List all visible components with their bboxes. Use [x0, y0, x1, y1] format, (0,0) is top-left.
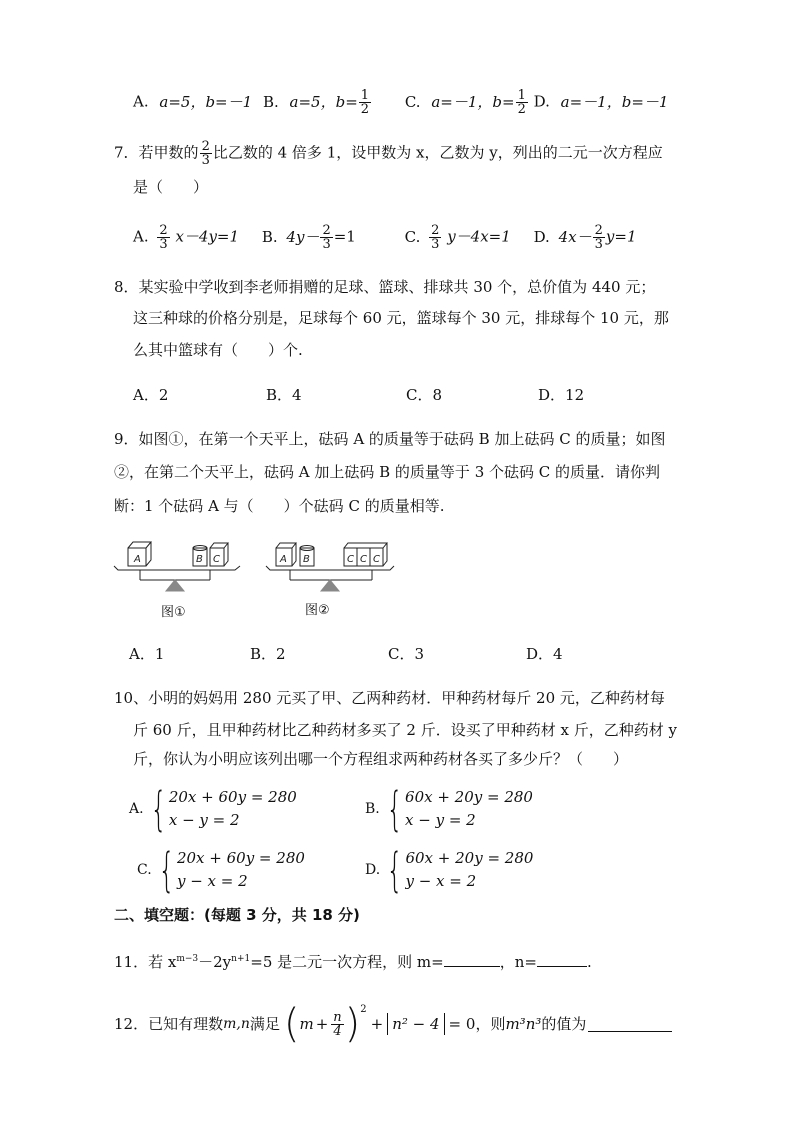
balance-2 [266, 543, 394, 591]
label-c-2b: C [360, 554, 367, 565]
q6-options [133, 89, 668, 116]
label-a-1: A [134, 554, 141, 565]
q12-square-term: ( m + $\frac{n}{4}$ ) $^2$ [283, 1001, 367, 1047]
q10-c-eq1: 20x + 60y = 280 [176, 849, 305, 867]
q6-option-d-label: D. [533, 92, 550, 111]
balance-1 [114, 542, 240, 591]
q7-stem-line1 [114, 140, 663, 167]
q7-stem-pre: 若甲数的 [138, 143, 199, 162]
q10-option-a [129, 782, 297, 837]
q11-exp1: m−3 [176, 954, 199, 964]
q10-stem-line2: 斤 60 斤，且甲种药材比乙种药材多买了 2 斤．设买了甲种药材 x 斤，乙种药材 y [133, 721, 677, 739]
q7-option-a-text: x－4y=1 [175, 227, 240, 246]
q10-a-eq1: 20x + 60y = 280 [168, 788, 297, 806]
label-c-2c: C [373, 554, 380, 565]
q7-stem-post: 比乙数的 4 倍多 1，设甲数为 x，乙数为 y，列出的二元一次方程应 [212, 143, 663, 162]
q11-pre: 11．若 x [114, 953, 177, 971]
q12-mid: 满足 [249, 1015, 280, 1033]
q9-stem-line1: 9．如图①，在第一个天平上，砝码 A 的质量等于砝码 B 加上砝码 C 的质量；如图 [114, 430, 666, 448]
q12-answer-blank[interactable] [588, 1017, 672, 1032]
q11-post: =5 是二元一次方程，则 m= [250, 953, 444, 971]
q7-option-b-post: =1 [333, 227, 356, 246]
q10-stem-line3: 斤，你认为小明应该列出哪一个方程组求两种药材各买了多少斤？（ ） [133, 750, 629, 768]
q12-fraction: $\frac{n}{4}$ [333, 1009, 342, 1039]
q10-option-d [365, 843, 534, 898]
q12-expr: m³n³ [505, 1015, 542, 1033]
q10-option-c-label: C. [137, 861, 152, 878]
brace-icon: { [150, 782, 167, 837]
q6-option-c-fraction: $\frac{1}{2}$ [517, 88, 526, 117]
q10-a-eq2: x − y = 2 [168, 811, 240, 830]
label-c-1: C [213, 554, 220, 565]
q7-option-d-post: y=1 [605, 227, 637, 246]
q12-pre: 12．已知有理数 [114, 1015, 224, 1033]
q11-blank-m[interactable] [444, 952, 500, 967]
q6-option-c-text: a=－1，b= [431, 92, 515, 111]
q7-stem-line2: 是（ ） [133, 178, 209, 196]
q7-option-d-pre: 4x－ [558, 227, 592, 246]
q7-option-b-fraction: $\frac{2}{3}$ [322, 223, 331, 252]
q10-d-eq1: 60x + 20y = 280 [405, 849, 534, 867]
q12-m: m [299, 1015, 314, 1033]
q8-option-c: C．8 [406, 386, 443, 404]
q10-b-eq2: x − y = 2 [405, 811, 476, 830]
label-b-1: B [196, 554, 203, 565]
q12-vars: m,n [223, 1015, 250, 1032]
q6-option-b-label: B. [262, 92, 279, 111]
q12-post: ，则 [475, 1015, 506, 1033]
q7-options [133, 224, 637, 251]
q7-option-c-fraction: $\frac{2}{3}$ [431, 223, 440, 252]
section-title-fill-in: 二、填空题：(每题 3 分，共 18 分) [114, 906, 360, 924]
q8-option-a: A．2 [133, 386, 169, 404]
q9-option-c: C．3 [388, 645, 425, 663]
q10-b-eq1: 60x + 20y = 280 [405, 788, 533, 806]
q6-option-a-label: A. [133, 92, 149, 111]
q12-abs-term: n² − 4 [387, 1013, 444, 1035]
q9-figure-2-caption: 图② [305, 603, 330, 618]
q11-mid: －2y [198, 953, 232, 971]
q8-stem-line2: 这三种球的价格分别是，足球每个 60 元，篮球每个 30 元，排球每个 10 元，那 [133, 309, 669, 327]
q12-square-exp: 2 [360, 1004, 367, 1015]
q7-option-d-fraction: $\frac{2}{3}$ [594, 223, 603, 252]
q8-stem-line3: 么其中篮球有（ ）个. [133, 341, 303, 359]
q6-option-a-text: a=5，b=－1 [159, 92, 253, 111]
q6-option-b-fraction: $\frac{1}{2}$ [360, 88, 370, 117]
q12-stem: 12．已知有理数 m,n 满足 ( m + $\frac{n}{4}$ ) $^2$ + n² − 4 = 0 ，则 m³n³ 的值为 [114, 1004, 672, 1044]
label-a-2: A [280, 554, 287, 565]
q7-option-a-fraction: $\frac{2}{3}$ [159, 223, 168, 252]
q11-blank-n[interactable] [537, 952, 587, 967]
brace-icon: { [158, 843, 175, 898]
label-b-2: B [303, 554, 310, 565]
q7-option-b-pre: 4y－ [286, 227, 320, 246]
q9-figure-1-caption: 图① [161, 605, 186, 620]
q6-option-d-text: a=－1，b=－1 [560, 92, 669, 111]
brace-icon: { [386, 843, 403, 898]
q12-eq0: = 0 [448, 1015, 476, 1033]
q9-option-d: D．4 [526, 645, 563, 663]
q11-exp2: n+1 [231, 954, 251, 964]
q7-option-a-label: A. [133, 227, 149, 246]
q7-option-c-text: y－4x=1 [447, 227, 511, 246]
label-c-2a: C [347, 554, 354, 565]
q12-plus: + [315, 1015, 329, 1033]
q9-balance-figures [110, 536, 410, 626]
q10-c-eq2: y − x = 2 [176, 872, 248, 891]
q10-option-d-label: D. [365, 861, 381, 878]
q7-fraction: $\frac{2}{3}$ [201, 139, 210, 168]
q9-option-b: B．2 [250, 645, 286, 663]
q12-post2: 的值为 [541, 1015, 587, 1033]
q6-option-b-text: a=5，b= [289, 92, 358, 111]
q9-stem-line3: 断：1 个砝码 A 与（ ）个砝码 C 的质量相等. [114, 497, 445, 515]
q9-stem-line2: ②，在第二个天平上，砝码 A 加上砝码 B 的质量等于 3 个砝码 C 的质量．请你判 [114, 463, 661, 481]
q7-option-c-label: C. [404, 227, 421, 246]
brace-icon: { [386, 782, 403, 837]
q6-option-c-label: C. [404, 92, 421, 111]
q8-stem-line1: 8．某实验中学收到李老师捐赠的足球、篮球、排球共 30 个，总价值为 440 元； [114, 278, 656, 296]
q10-option-b [365, 782, 533, 837]
q8-option-b: B．4 [266, 386, 302, 404]
q7-option-b-label: B. [261, 227, 278, 246]
q7-number: 7． [114, 143, 139, 162]
q9-option-a: A．1 [129, 645, 165, 663]
q11-end: . [586, 953, 592, 971]
q11-stem [114, 952, 592, 971]
q10-option-c [137, 843, 305, 898]
q10-option-a-label: A. [129, 800, 144, 817]
q8-option-d: D．12 [538, 386, 585, 404]
q11-post2: ，n= [499, 953, 537, 971]
q7-option-d-label: D. [533, 227, 550, 246]
q10-option-b-label: B. [365, 800, 380, 817]
q10-d-eq2: y − x = 2 [405, 872, 477, 891]
q10-stem-line1: 10、小明的妈妈用 280 元买了甲、乙两种药材．甲种药材每斤 20 元，乙种药材每 [114, 689, 665, 707]
